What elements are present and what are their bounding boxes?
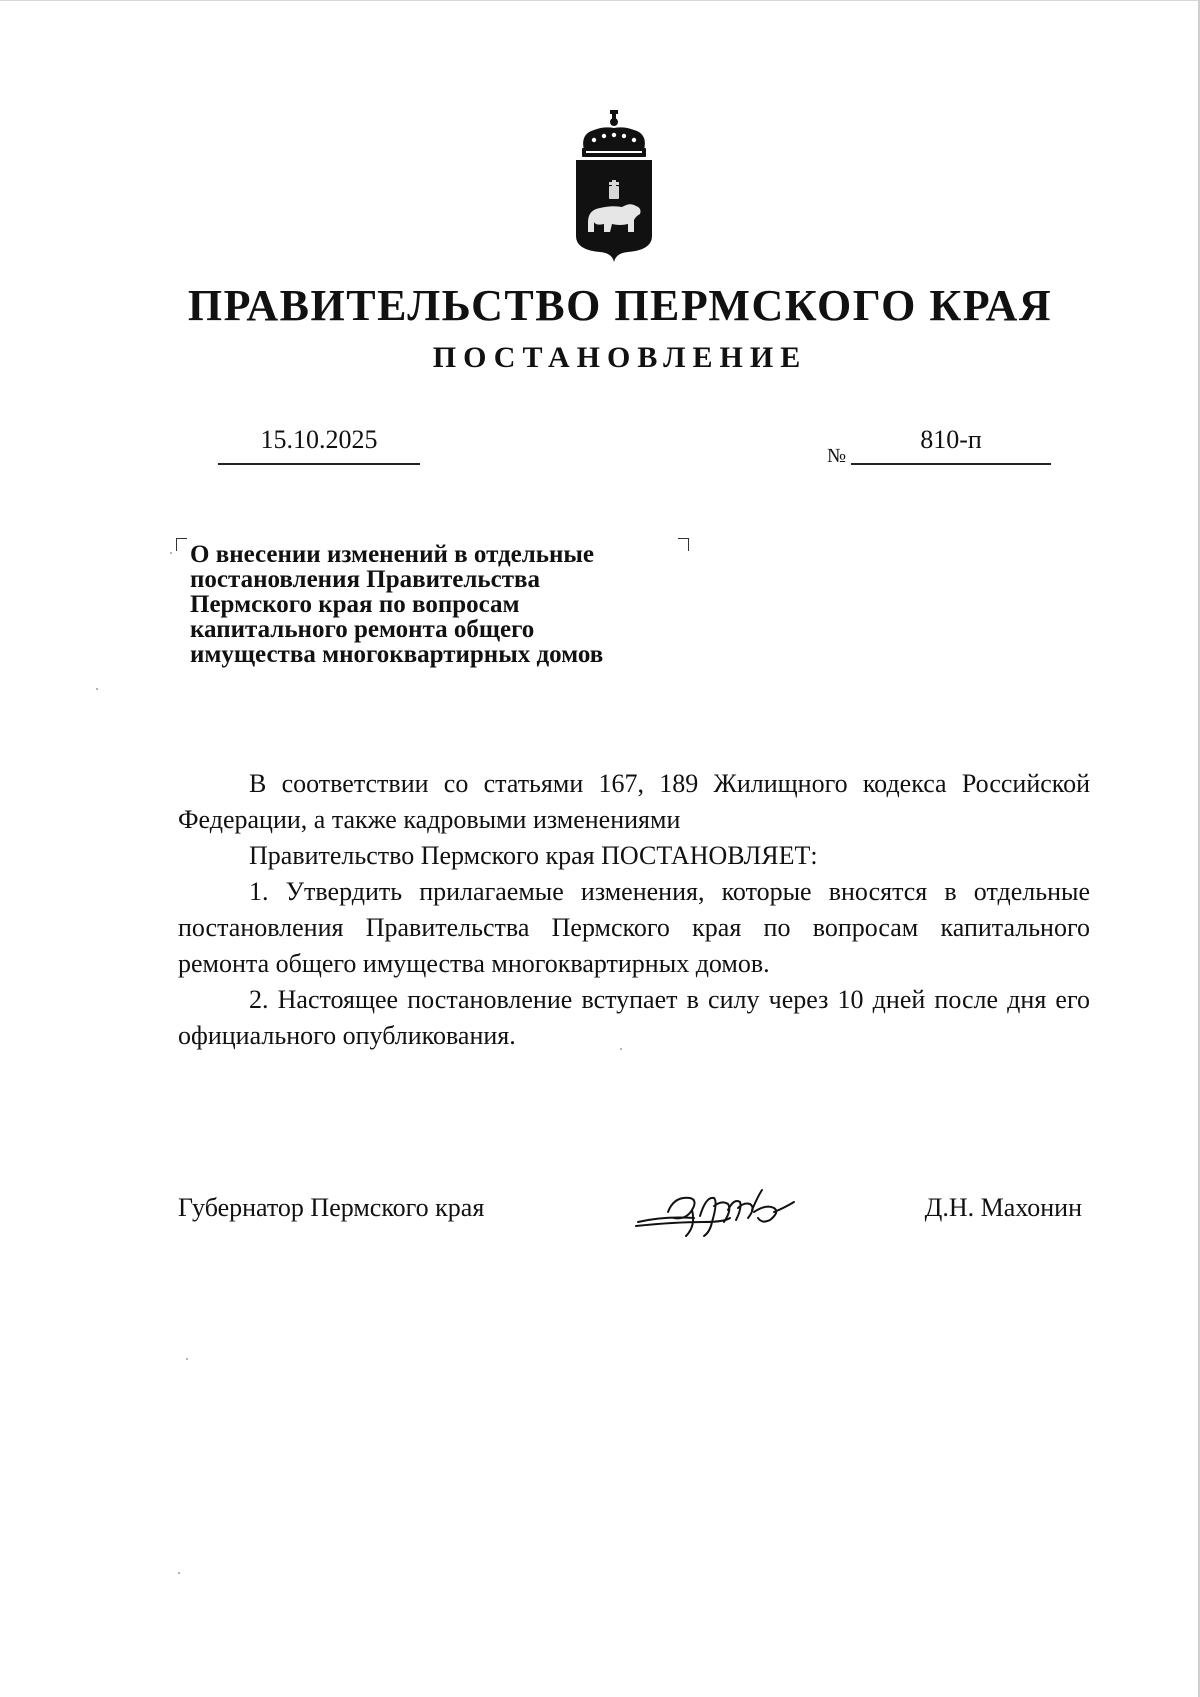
- subject-corner-left: [176, 538, 187, 551]
- scan-speck: [170, 552, 172, 554]
- document-date: 15.10.2025: [260, 425, 378, 454]
- scan-speck: [186, 1358, 188, 1360]
- scan-speck: [620, 1048, 622, 1050]
- scan-speck: [96, 688, 98, 690]
- signer-name: Д.Н. Махонин: [924, 1193, 1082, 1222]
- document-number-field: [827, 424, 1051, 468]
- document-date-field: [218, 424, 420, 466]
- document-number: 810-п: [920, 425, 982, 454]
- number-sign: №: [827, 445, 847, 467]
- number-underline: [851, 463, 1051, 465]
- scan-speck: [178, 1572, 180, 1574]
- handwritten-signature: [634, 1182, 814, 1242]
- page-top-edge: [0, 0, 1200, 1]
- subject-line: Пермского края по вопросам: [190, 591, 520, 618]
- subject-line: имущества многоквартирных домов: [190, 641, 604, 668]
- signer-position: Губернатор Пермского края: [178, 1193, 485, 1222]
- body-paragraph-resolves: Правительство Пермского края ПОСТАНОВЛЯЕТ:: [249, 841, 818, 870]
- organization-title: ПРАВИТЕЛЬСТВО ПЕРМСКОГО КРАЯ: [187, 281, 1053, 330]
- body-paragraph-item-2: 2. Настоящее постановление вступает в силу через 10 дней после дня его официального опубликования.: [178, 985, 1090, 1050]
- body-paragraph-preamble: В соответствии со статьями 167, 189 Жилищного кодекса Российской Федерации, а также кадровыми изменениями: [178, 769, 1090, 834]
- document-type-title: ПОСТАНОВЛЕНИЕ: [432, 341, 808, 374]
- document-subject: [190, 542, 690, 667]
- subject-line: О внесении изменений в отдельные: [190, 541, 595, 568]
- body-paragraph-item-1: 1. Утвердить прилагаемые изменения, которые вносятся в отдельные постановления Правительства Пермского края по вопросам капитального ремонта общего имущества многоквартирных домов.: [178, 877, 1090, 978]
- subject-line: постановления Правительства: [190, 566, 540, 593]
- document-body: [178, 766, 1090, 1054]
- subject-line: капитального ремонта общего: [190, 616, 535, 643]
- date-underline: [218, 463, 420, 465]
- coat-of-arms-icon: [566, 110, 662, 262]
